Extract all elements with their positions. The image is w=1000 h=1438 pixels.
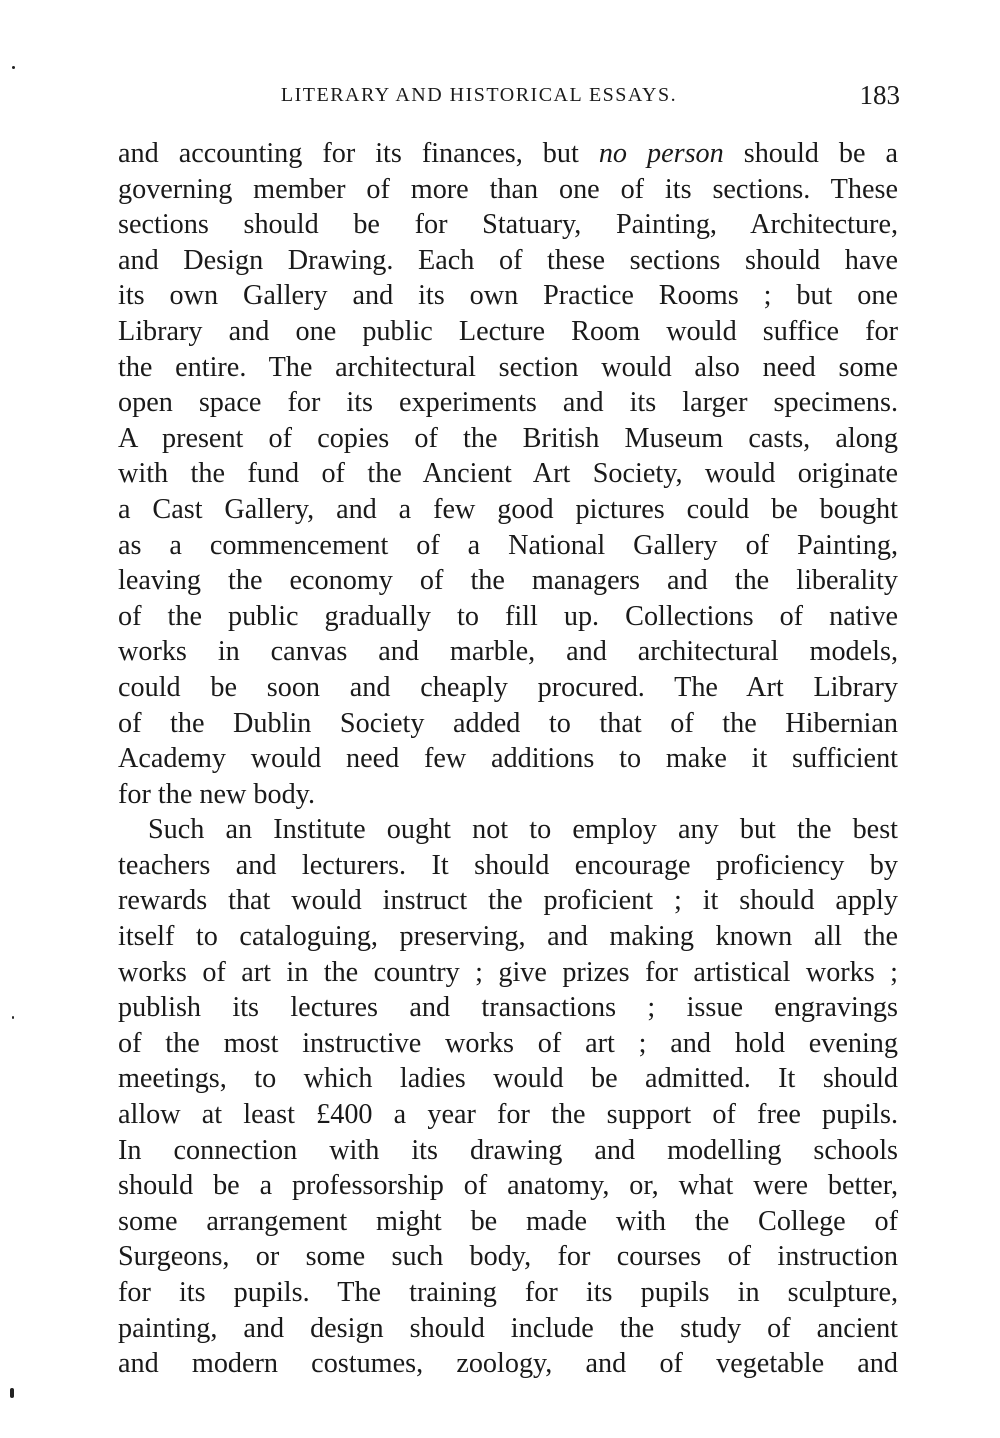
- text-line: In connection with its drawing and modelling schools: [118, 1134, 898, 1166]
- text-line: should be a professorship of anatomy, or, what were better,: [118, 1170, 898, 1202]
- text-line: sections should be for Statuary, Painting, Architecture,: [118, 209, 898, 241]
- text-line: teachers and lecturers. It should encourage proficiency by: [118, 849, 898, 881]
- body-text: [118, 136, 898, 1382]
- text-line: works in canvas and marble, and architectural models,: [118, 636, 898, 668]
- text-line: open space for its experiments and its larger specimens.: [118, 387, 898, 419]
- text-line: and Design Drawing. Each of these sections should have: [118, 244, 898, 276]
- text-line: for its pupils. The training for its pupils in sculpture,: [118, 1277, 898, 1308]
- text-line: for the new body.: [118, 778, 315, 810]
- text-line: Surgeons, or some such body, for courses of instruction: [118, 1241, 898, 1273]
- text-line: of the public gradually to fill up. Collections of native: [118, 600, 898, 632]
- emphasis-text: no person: [598, 138, 724, 169]
- text-segment: should be a: [723, 138, 899, 169]
- text-line: Library and one public Lecture Room would suffice for: [118, 315, 898, 347]
- text-line: works of art in the country ; give prizes for artistical works ;: [118, 956, 898, 988]
- text-line: a Cast Gallery, and a few good pictures could be bought: [118, 493, 898, 525]
- text-line: rewards that would instruct the proficient ; it should apply: [118, 885, 898, 917]
- text-line: meetings, to which ladies would be admitted. It should: [118, 1063, 898, 1095]
- text-line: of the most instructive works of art ; and hold evening: [118, 1027, 898, 1059]
- text-line: some arrangement might be made with the College of: [118, 1205, 898, 1237]
- text-line: could be soon and cheaply procured. The Art Library: [118, 671, 898, 703]
- page-number: 183: [859, 80, 900, 110]
- text-line: A present of copies of the British Museum casts, along: [118, 422, 898, 454]
- text-line: allow at least £400 a year for the support of free pupils.: [118, 1099, 898, 1131]
- text-line: of the Dublin Society added to that of the Hibernian: [118, 707, 898, 739]
- text-line: publish its lectures and transactions ; issue engravings: [118, 992, 898, 1024]
- running-title: LITERARY AND HISTORICAL ESSAYS.: [280, 84, 678, 106]
- text-line: the entire. The architectural section would also need some: [118, 351, 898, 383]
- text-line: and modern costumes, zoology, and of vegetable and: [118, 1348, 898, 1380]
- scan-speck: [12, 1016, 14, 1019]
- text-line: Such an Institute ought not to employ any but the best: [148, 814, 898, 846]
- text-line: its own Gallery and its own Practice Rooms ; but one: [118, 280, 898, 312]
- text-line: painting, and design should include the study of ancient: [118, 1312, 898, 1344]
- text-line: governing member of more than one of its sections. These: [118, 173, 898, 205]
- text-line: as a commencement of a National Gallery of Painting,: [118, 529, 898, 561]
- text-line: itself to cataloguing, preserving, and making known all the: [118, 921, 898, 953]
- text-segment: and accounting for its finances, but: [118, 138, 599, 169]
- text-line: with the fund of the Ancient Art Society, would originate: [118, 458, 898, 490]
- scan-speck: [10, 1388, 14, 1398]
- scan-speck: [12, 66, 15, 69]
- text-line: leaving the economy of the managers and the liberality: [118, 565, 898, 597]
- text-line: [118, 136, 898, 172]
- running-head: [118, 78, 900, 112]
- text-line: Academy would need few additions to make it sufficient: [118, 743, 898, 775]
